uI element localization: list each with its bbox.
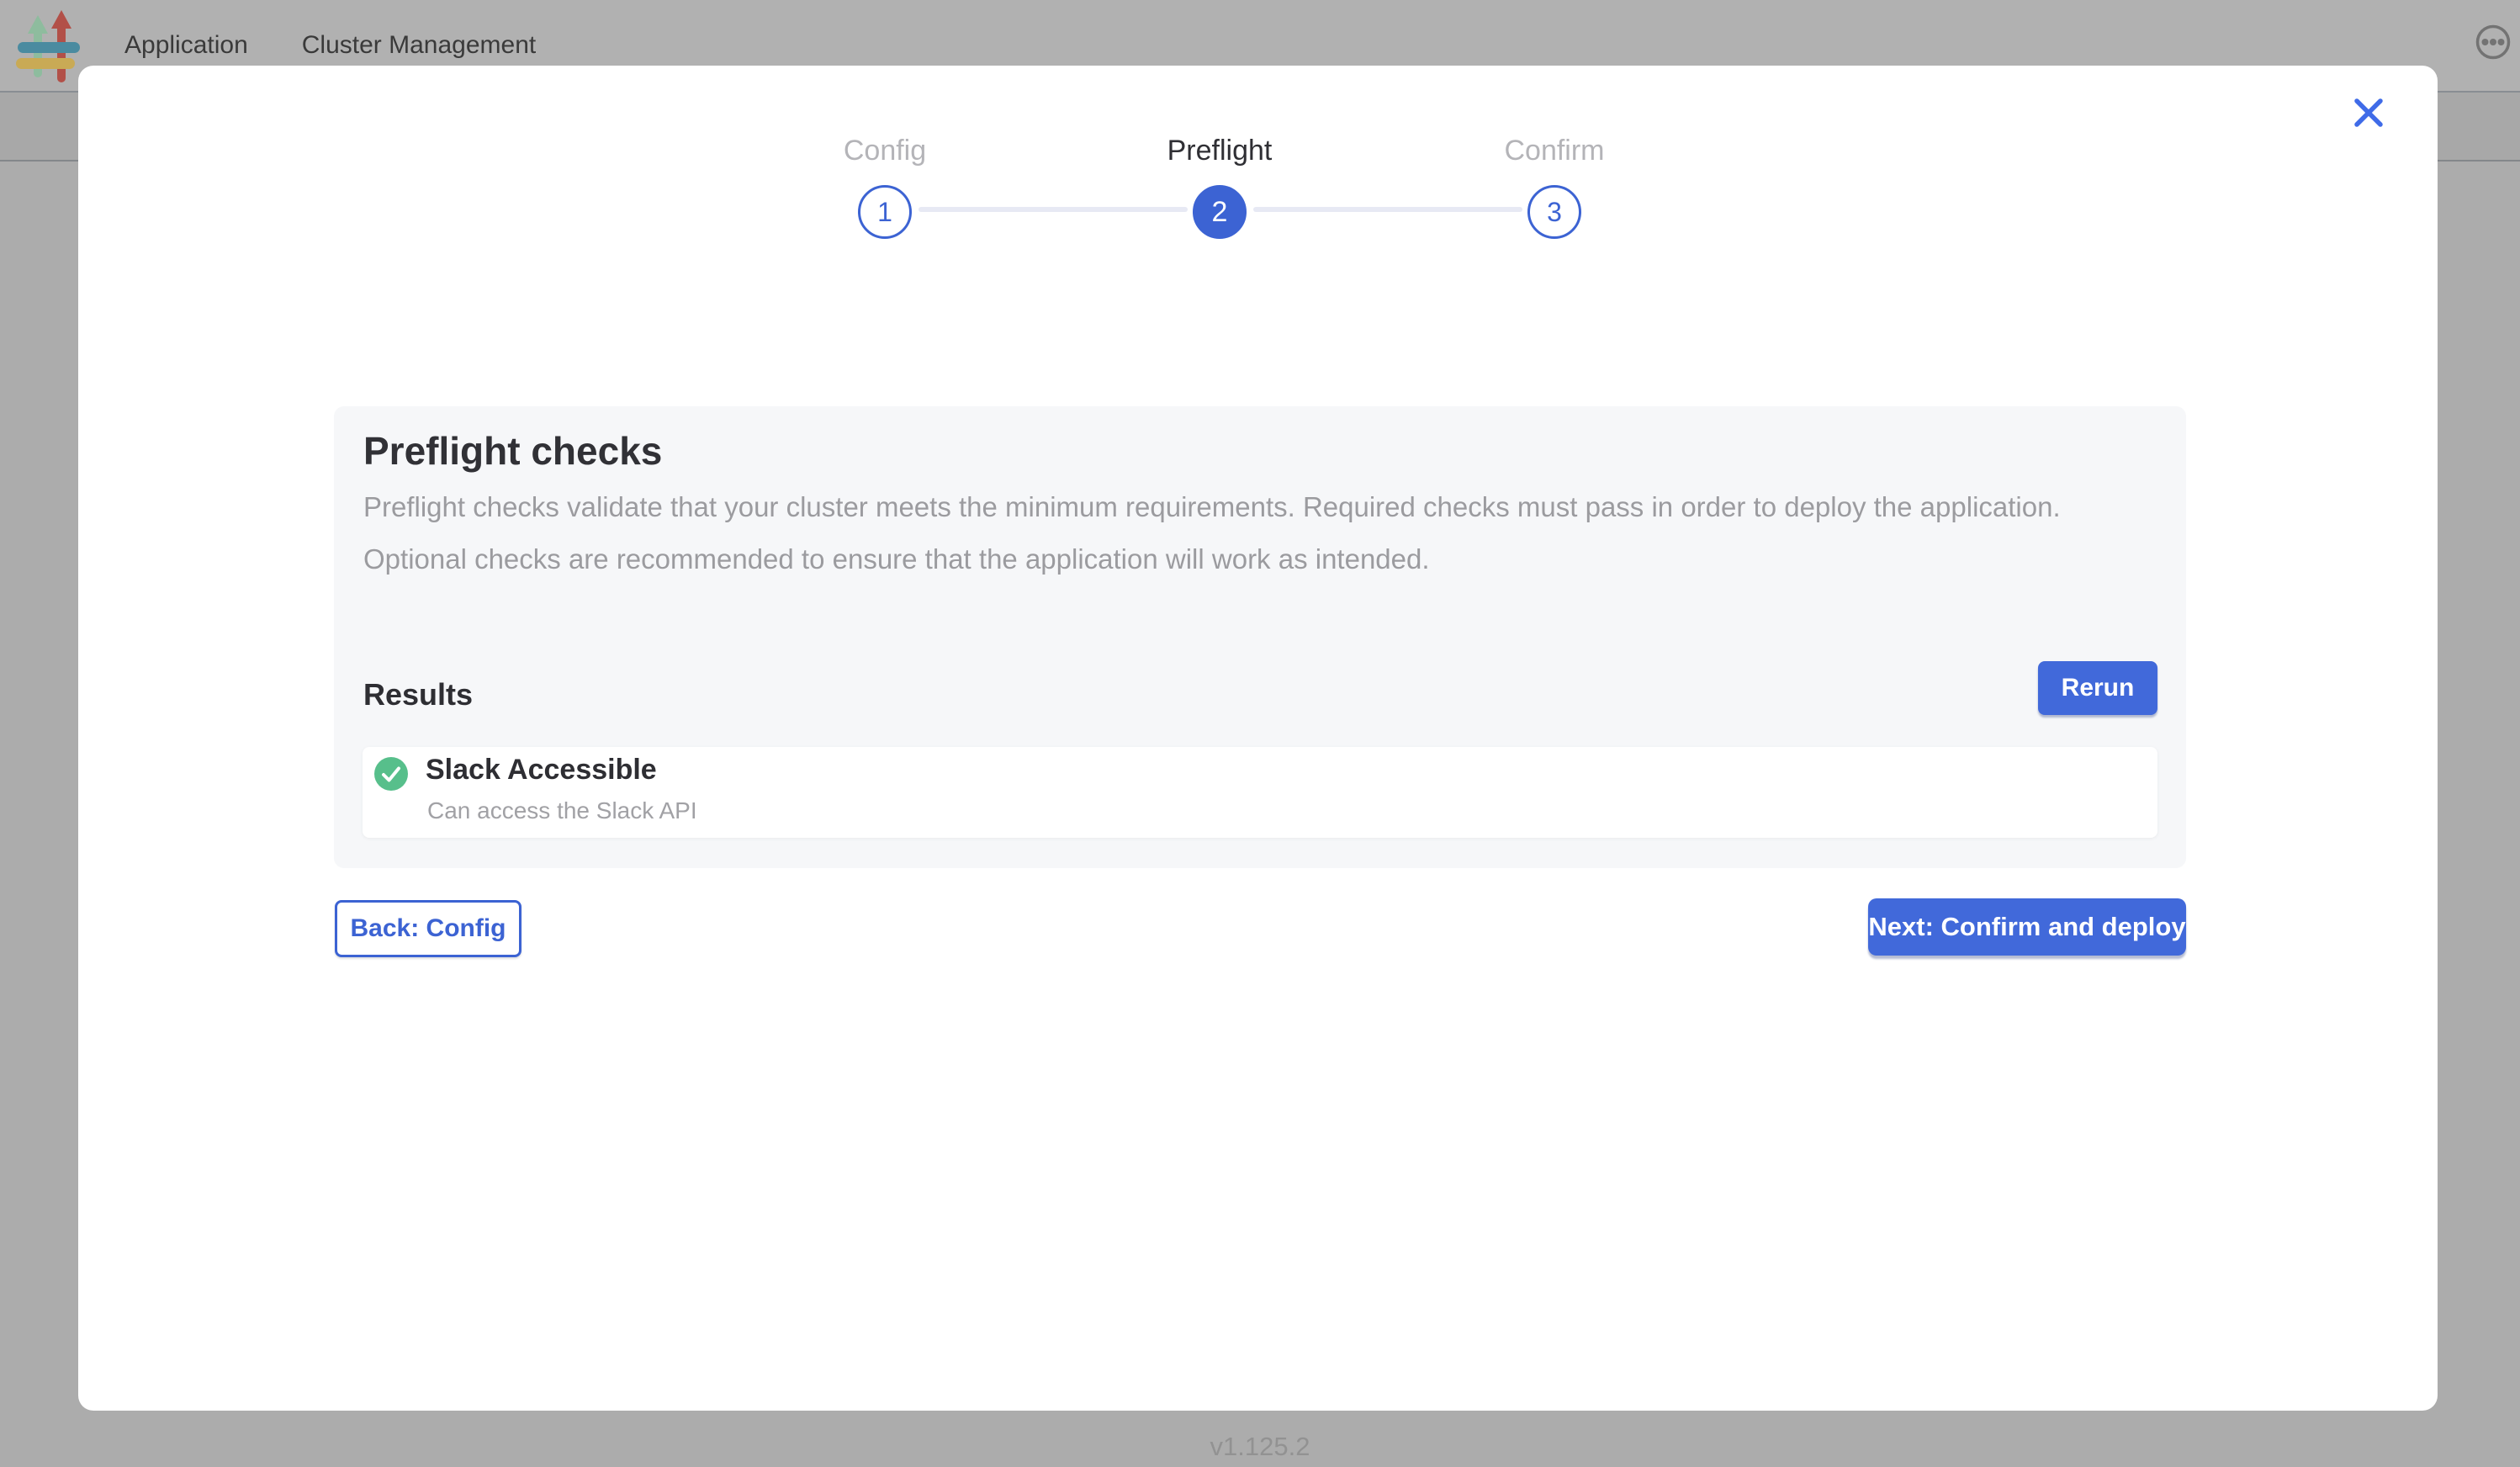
nav-tab-application[interactable]: Application <box>124 31 248 59</box>
preflight-result-card <box>363 747 2157 838</box>
panel-title: Preflight checks <box>363 429 663 473</box>
hash-arrows-logo-icon <box>13 7 84 84</box>
panel-description: Preflight checks validate that your cluster meets the minimum requirements. Required checks must pass in order to deploy the application. Optional checks are recommended to ensure that the application will work as intended. <box>363 491 2061 575</box>
results-heading: Results <box>363 677 474 712</box>
check-circle-icon <box>374 757 408 791</box>
step-connector <box>1253 207 1522 212</box>
close-icon[interactable] <box>2348 93 2390 135</box>
check-title: Slack Accessible <box>426 754 657 786</box>
nav-tab-cluster-management[interactable]: Cluster Management <box>301 31 537 59</box>
step-circle-confirm: 3 <box>1527 185 1581 239</box>
step-circle-config: 1 <box>858 185 912 239</box>
preflight-panel <box>334 406 2186 868</box>
step-label-config: Config <box>843 135 927 167</box>
step-label-confirm: Confirm <box>1504 135 1605 167</box>
step-label-preflight: Preflight <box>1167 135 1273 167</box>
next-button[interactable]: Next: Confirm and deploy <box>1868 898 2186 956</box>
version-label: v1.125.2 <box>1210 1432 1310 1461</box>
step-connector <box>919 207 1188 212</box>
ellipsis-circle-icon[interactable] <box>2475 24 2512 61</box>
step-circle-preflight: 2 <box>1193 185 1247 239</box>
rerun-button[interactable]: Rerun <box>2038 661 2157 715</box>
back-button[interactable]: Back: Config <box>335 900 521 957</box>
check-detail: Can access the Slack API <box>427 797 697 824</box>
deploy-wizard-modal <box>78 66 2438 1411</box>
